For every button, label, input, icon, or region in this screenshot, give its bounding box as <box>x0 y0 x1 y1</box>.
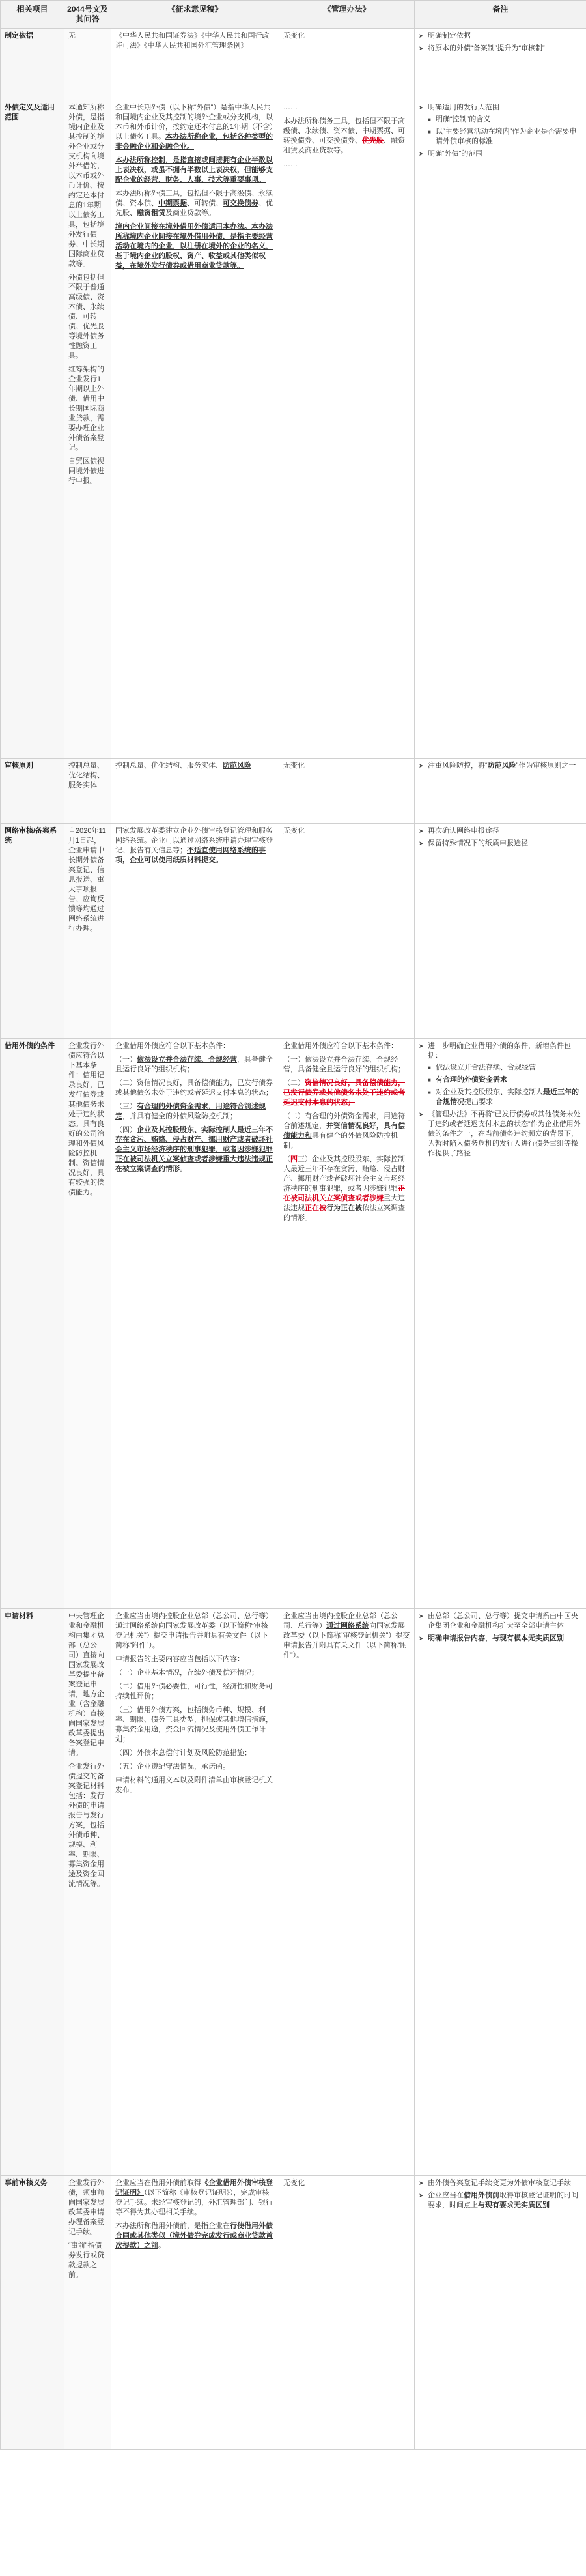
cell-draft: 国家发展改革委建立企业外债审核登记管理和服务网络系统。企业可以通过网络系统申请办理审核登记、报告有关信息等；不适宜使用网络系统的事项，企业可以使用纸质材料提交。 <box>111 824 279 1039</box>
note-item: ➤ 再次确认网络申报途径 <box>419 826 582 836</box>
para: 企业发行外债，须事前向国家发展改革委申请办理备案登记手续。 <box>68 2179 104 2236</box>
row-topic: 事前审核义务 <box>1 2176 64 2450</box>
para: …… <box>283 160 298 168</box>
para: 本办法所称控制，是指直接或间接拥有企业半数以上表决权，或虽不拥有半数以上表决权，但能够支配企业的经营、财务、人事、技术等重要事项。 <box>115 156 273 184</box>
para: …… <box>283 104 298 111</box>
table-row <box>1 1039 586 1609</box>
para: （三）有合理的外债资金需求，用途符合前述规定，并具有健全的外债风险防控机制； <box>115 1103 266 1120</box>
para: 企业发行外债提交的备案登记材料包括：发行外债的申请报告与发行方案，包括外债币种、规模、利率、期限、募集资金用途及资金回流情况等。 <box>68 1763 104 1888</box>
para: 境内企业间接在境外借用外债适用本办法。本办法所称境内企业间接在境外借用外债，是指主要经营活动在境内的企业，以注册在境外的企业的名义，基于境内企业的股权、资产、收益或其他类似权益，在境外发行债券或借用商业贷款等。 <box>115 223 273 270</box>
cell-2044 <box>64 100 111 759</box>
note-item: ➤ 将原本的外债“备案制”提升为“审核制” <box>419 44 582 53</box>
note-item: ➤ 明确“外债”的范围 <box>419 149 582 159</box>
table-row <box>1 759 586 824</box>
cell-final <box>279 1039 415 1609</box>
para: 企业借用外债应符合以下基本条件： <box>115 1042 230 1050</box>
cell-draft <box>111 1039 279 1609</box>
para: （四）企业及其控股股东、实际控制人最近三年不存在贪污、贿赂、侵占财产、挪用财产或者破坏社会主义市场经济秩序的刑事犯罪，或者因涉嫌犯罪正在被司法机关立案侦查或者涉嫌重大违法违规正在被立案调查的情形。 <box>115 1126 273 1173</box>
cell-notes <box>415 1039 586 1609</box>
note-item: ➤ 由外债备案登记手续变更为外债审核登记手续 <box>419 2178 582 2188</box>
table-row <box>1 2176 586 2450</box>
cell-final: 无变化 <box>279 29 415 100</box>
para: （五）企业遵纪守法情况，承诺函。 <box>115 1763 230 1771</box>
cell-final: 无变化 <box>279 2176 415 2450</box>
cell-final: 无变化 <box>279 824 415 1039</box>
note-item: ➤ 由总部（总公司、总行等）提交申请系由中国央企集团企业和金融机构扩大至全部申请主体 <box>419 1612 582 1631</box>
note-item: ➤ 明确申请报告内容，与现有模本无实质区别 <box>419 1634 582 1643</box>
para: （四三）企业及其控股股东、实际控制人最近三年不存在贪污、贿赂、侵占财产、挪用财产或者破坏社会主义市场经济秩序的刑事犯罪，或者因涉嫌犯罪正在被司法机关立案侦查或者涉嫌重大违法违规正在被行为正在被依法立案调查的情形。 <box>283 1155 405 1222</box>
cell-notes <box>415 759 586 824</box>
header-topic: 相关项目 <box>1 1 64 29</box>
para: “事前”指债券发行或贷款提款之前。 <box>68 2242 104 2279</box>
para: 外债包括但不限于普通高级债、资本债、永续债、可转债、优先股等境外债务性融资工具。 <box>68 274 104 360</box>
row-topic: 制定依据 <box>1 29 64 100</box>
para: 本办法所称外债工具，包括但不限于高级债、永续债、资本债、中期票据、可转债、可交换债券、优先股、融资租赁及商业贷款等。 <box>115 190 273 217</box>
cell-draft: 控制总量、优化结构、服务实体、防范风险 <box>111 759 279 824</box>
cell-notes <box>415 2176 586 2450</box>
note-subitem: ■ 有合理的外债资金需求 <box>428 1075 582 1085</box>
header-2044: 2044号文及其问答 <box>64 1 111 29</box>
note-subitem: ■ 对企业及其控股股东、实际控制人最近三年的合规情况提出要求 <box>428 1088 582 1107</box>
para: 企业应当由境内控股企业总部（总公司、总行等）通过网络系统向国家发展改革委（以下简称“审核登记机关”）提交申请报告并附具有关文件（以下简称“附件”）。 <box>115 1612 273 1649</box>
row-topic: 审核原则 <box>1 759 64 824</box>
note-subitem: ■ 依法设立并合法存续、合规经营 <box>428 1063 582 1073</box>
cell-final: 无变化 <box>279 759 415 824</box>
para: 申请报告的主要内容应当包括以下内容： <box>115 1655 244 1663</box>
cell-draft: 《中华人民共和国证券法》《中华人民共和国行政许可法》《中华人民共和国外汇管理条例》 <box>111 29 279 100</box>
para: （二）有合理的外债资金需求，用途符合前述规定，并资信情况良好，具有偿债能力和具有健全的外债风险防控机制； <box>283 1112 405 1150</box>
para: 本办法所称债务工具，包括但不限于高级债、永续债、资本债、中期票据、可转换债券、可交换债券、优先股、融资租赁及商业贷款等。 <box>283 117 405 154</box>
cell-2044: 无 <box>64 29 111 100</box>
table-row <box>1 100 586 759</box>
row-topic: 申请材料 <box>1 1609 64 2176</box>
para: （二）资信情况良好，具备偿债能力，已发行债券或其他债务未处于违约或者延迟支付本息的状态； <box>283 1079 405 1107</box>
cell-notes <box>415 100 586 759</box>
note-item: ➤ 进一步明确企业借用外债的条件，新增条件包括： ■ 依法设立并合法存续、合规经营 ■ 有合理的外债资金需求 ■ 对企业及其控股股东、实际控制人最近三年的合规情况提出要求 <box>419 1041 582 1107</box>
para: （一）依法设立并合法存续、合规经营，具备健全且运行良好的组织机构； <box>283 1056 405 1073</box>
para: 自贸区债视同境外债进行申报。 <box>68 457 104 485</box>
note-item: ➤ 企业应当在借用外债前取得审核登记证明的时间要求，时间点上与现有要求无实质区别 <box>419 2191 582 2210</box>
cell-2044: 企业发行外债应符合以下基本条件：信用记录良好，已发行债券或其他债务未处于违约状态。具有良好的公司治理和外债风险防控机制。资信情况良好，具有较强的偿债能力。 <box>64 1039 111 1609</box>
para: （二）资信情况良好，具备偿债能力，已发行债券或其他债务未处于违约或者延迟支付本息的状态； <box>115 1079 273 1097</box>
para: 本通知所称外债，是指境内企业及其控制的境外企业或分支机构向境外举借的，以本币或外币计价、按约定还本付息的1年期以上债务工具，包括境外发行债券、中长期国际商业贷款等。 <box>68 104 104 268</box>
para: 本办法所称借用外债前，是指企业在行使借用外债合同或其他类似（境外债券完成发行或商业贷款首次提款）之前。 <box>115 2222 273 2250</box>
table-row <box>1 29 586 100</box>
para: （四）外债本息偿付计划及风险防范措施； <box>115 1749 251 1757</box>
cell-notes <box>415 29 586 100</box>
cell-2044 <box>64 2176 111 2450</box>
cell-final <box>279 1609 415 2176</box>
row-topic: 外债定义及适用范围 <box>1 100 64 759</box>
note-item: ➤ 《管理办法》不再将“已发行债券或其他债务未处于违约或者延迟支付本息的状态”作为企业借用外债的条件之一，在当前债务违约频发的背景下，为暂时陷入债务危机的发行人进行债务重组等操作提供了路径 <box>419 1110 582 1159</box>
cell-notes <box>415 1609 586 2176</box>
para: 企业中长期外债（以下称“外债”）是指中华人民共和国境内企业及其控制的境外企业或分支机构，以本币和外币计价，按约定还本付息的1年期（不含）以上债务工具。本办法所称企业，包括各种类型的非金融企业和金融企业。 <box>115 104 273 151</box>
cell-draft <box>111 2176 279 2450</box>
cell-2044 <box>64 1609 111 2176</box>
note-item: ➤ 明确制定依据 <box>419 31 582 41</box>
cell-2044: 控制总量、优化结构、服务实体 <box>64 759 111 824</box>
para: （一）企业基本情况，存续外债及偿还情况； <box>115 1669 258 1677</box>
para: 企业应当在借用外债前取得《企业借用外债审核登记证明》（以下简称《审核登记证明》），完成审核登记手续。未经审核登记的，外汇管理部门、银行等不得为其办理相关手续。 <box>115 2179 273 2216</box>
header-final: 《管理办法》 <box>279 1 415 29</box>
note-subitem: ■ 以“主要经营活动在境内”作为企业是否需要申请外债审核的标准 <box>428 127 582 147</box>
para: 申请材料的通用文本以及附件清单由审核登记机关发布。 <box>115 1776 273 1794</box>
header-notes: 备注 <box>415 1 586 29</box>
row-topic: 网络审核/备案系统 <box>1 824 64 1039</box>
para: 企业借用外债应符合以下基本条件： <box>283 1042 398 1050</box>
table-row <box>1 1609 586 2176</box>
cell-notes <box>415 824 586 1039</box>
table-header-row <box>1 1 586 29</box>
note-item: ➤ 保留特殊情况下的纸质申报途径 <box>419 839 582 848</box>
para: （二）借用外债必要性，可行性，经济性和财务可持续性评价； <box>115 1683 273 1700</box>
para: （一）依法设立并合法存续、合规经营，具备健全且运行良好的组织机构； <box>115 1056 273 1073</box>
para: 企业应当由境内控股企业总部（总公司、总行等）通过网络系统向国家发展改革委（以下简称“审核登记机关”）提交申请报告并附具有关文件（以下简称“附件”）。 <box>283 1612 410 1659</box>
para: （三）借用外债方案，包括债务币种、规模、利率、期限、债务工具类型，担保或其他增信措施，募集资金用途，资金回流情况及使用外债工作计划； <box>115 1706 273 1743</box>
cell-final <box>279 100 415 759</box>
table-row <box>1 824 586 1039</box>
para: 红筹架构的企业发行1年期以上外债、借用中长期国际商业贷款，需要办理企业外债备案登记。 <box>68 366 104 452</box>
header-draft: 《征求意见稿》 <box>111 1 279 29</box>
cell-draft <box>111 1609 279 2176</box>
para: 中央管理企业和金融机构由集团总部（总公司）直接向国家发展改革委提出备案登记申请，地方企业（含金融机构）直接向国家发展改革委提出备案登记申请。 <box>68 1612 104 1757</box>
row-topic: 借用外债的条件 <box>1 1039 64 1609</box>
note-subitem: ■ 明确“控制”的含义 <box>428 115 582 124</box>
cell-draft <box>111 100 279 759</box>
note-item: ➤ 明确适用的发行人范围 ■ 明确“控制”的含义 ■ 以“主要经营活动在境内”作为企业是否需要申请外债审核的标准 <box>419 103 582 147</box>
note-item: ➤ 注重风险防控，将“防范风险”作为审核原则之一 <box>419 761 582 771</box>
cell-2044: 自2020年11月1日起，企业申请中长期外债备案登记、信息报送、重大事项报告、应询反馈等均通过网络系统进行办理。 <box>64 824 111 1039</box>
